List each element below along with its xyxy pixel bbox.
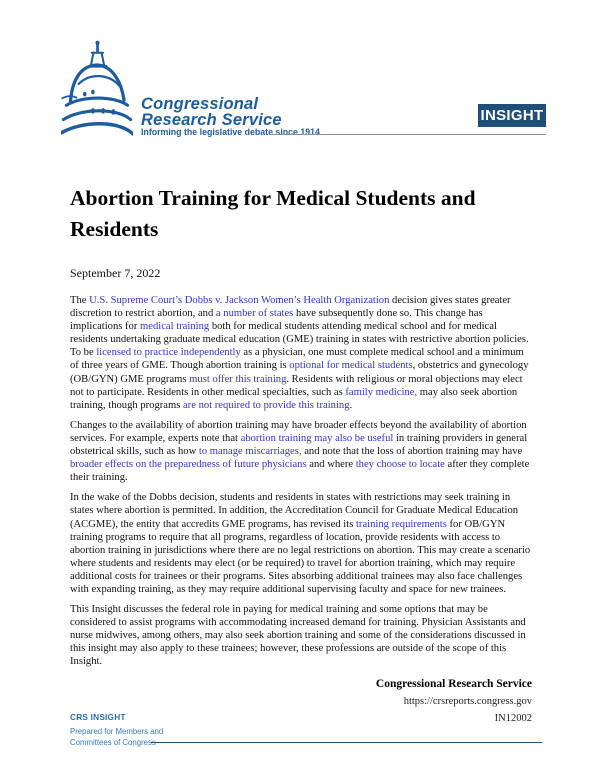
paragraph: [70, 491, 532, 596]
text-segment: and note that the loss of abortion training may have: [301, 446, 523, 458]
inline-text-link[interactable]: training requirements: [355, 518, 447, 530]
signature-org: Congressional Research Service: [375, 677, 532, 690]
inline-text-link[interactable]: a number of states: [215, 308, 294, 320]
text-segment: after they complete their training.: [70, 459, 530, 484]
header-divider-line: [269, 134, 546, 135]
crs-insight-label: CRS INSIGHT: [70, 712, 126, 722]
document-body: [70, 294, 532, 669]
text-segment: Changes to the availability of abortion training may have broader effects beyond the availability of abortion services. For example, experts note that: [70, 419, 527, 444]
logo-text-line2: Research Service: [141, 111, 282, 129]
logo-tagline: Informing the legislative debate since 1914: [141, 127, 320, 137]
report-url-link[interactable]: https://crsreports.congress.gov: [403, 695, 532, 707]
footer-left: [70, 712, 163, 748]
text-segment: decision gives states greater discretion to restrict abortion, and: [70, 295, 511, 320]
text-segment: .: [349, 399, 353, 411]
inline-text-link[interactable]: licensed to practice independently: [96, 347, 241, 359]
inline-text-link[interactable]: are not required to provide this training: [182, 399, 350, 411]
insight-badge: INSIGHT: [478, 104, 546, 127]
document-title: Abortion Training for Medical Students and Residents: [70, 186, 476, 241]
inline-text-link[interactable]: abortion training may also be useful: [240, 432, 394, 444]
footer-divider-line: [151, 742, 542, 743]
text-segment: as a physician, one must complete medical school and a minimum of three years of GME. Though abortion training is: [70, 347, 524, 372]
inline-text-link[interactable]: U.S. Supreme Court’s Dobbs v. Jackson Women’s Health Organization: [89, 295, 390, 306]
inline-text-link[interactable]: medical training: [140, 321, 210, 333]
text-segment: for OB/GYN training programs to require that all programs, regardless of location, provide residents with access to abortion training in jurisdictions where there are no legal restrictions on abortion. This may create a scenario where students and residents may elect (or be required) to travel for abortion training, which may require additional costs for trainees or their programs. Sites absorbing additional trainees may also face challenges with expanding training, as they may require additional supervising faculty and space for new trainees.: [70, 518, 531, 595]
text-segment: may also seek abortion training, though programs: [70, 386, 518, 411]
document-main: [70, 183, 532, 727]
inline-text-link[interactable]: they choose to locate: [355, 459, 445, 471]
text-segment: In the wake of the Dobbs decision, students and residents in states with restrictions may seek training in states where abortion is permitted. In addition, the Accreditation Council for Graduate Medical Education (ACGME), the entity that accredits GME programs, has revised its: [70, 492, 519, 530]
footer-prepared-line2: Committees of Congress: [70, 738, 156, 747]
logo-text-line1: Congressional: [141, 95, 259, 113]
document-date: September 7, 2022: [70, 266, 161, 280]
text-segment: in training providers in general obstetrical skills, such as how: [70, 432, 528, 458]
report-id: IN12002: [494, 712, 532, 724]
text-segment: , obstetrics and gynecology (OB/GYN) GME programs: [70, 360, 529, 385]
capitol-dome-logo-icon: [61, 38, 133, 141]
inline-text-link[interactable]: to manage miscarriages,: [198, 446, 302, 458]
text-segment: The: [70, 295, 90, 306]
paragraph: [70, 603, 532, 668]
text-segment: and where: [306, 459, 356, 471]
text-segment: have subsequently done so. This change has implications for: [70, 308, 483, 333]
paragraph: [70, 294, 532, 412]
text-segment: This Insight discusses the federal role in paying for medical training and some options that may be considered to assist programs with accommodating increased demand for training. Physician Assistants and nurse midwives, among others, may also seek abortion training and some of the considerations discussed in this insight may also apply to these trainees; however, these professions are outside of the scope of this Insight.: [70, 604, 526, 668]
text-segment: both for medical students attending medical school and for medical residents undertaking graduate medical education (GME) training in states with restrictive abortion policies. To be: [70, 321, 529, 359]
text-segment: . Residents with religious or moral objections may elect not to participate. Residents in other medical specialties, such as: [70, 373, 523, 398]
inline-text-link[interactable]: must offer this training: [189, 373, 287, 385]
paragraph: [70, 419, 532, 484]
footer-prepared-line1: Prepared for Members and: [70, 727, 164, 736]
inline-text-link[interactable]: family medicine,: [345, 386, 418, 398]
inline-text-link[interactable]: optional for medical students: [289, 360, 413, 372]
inline-text-link[interactable]: broader effects on the preparedness of future physicians: [70, 459, 307, 471]
